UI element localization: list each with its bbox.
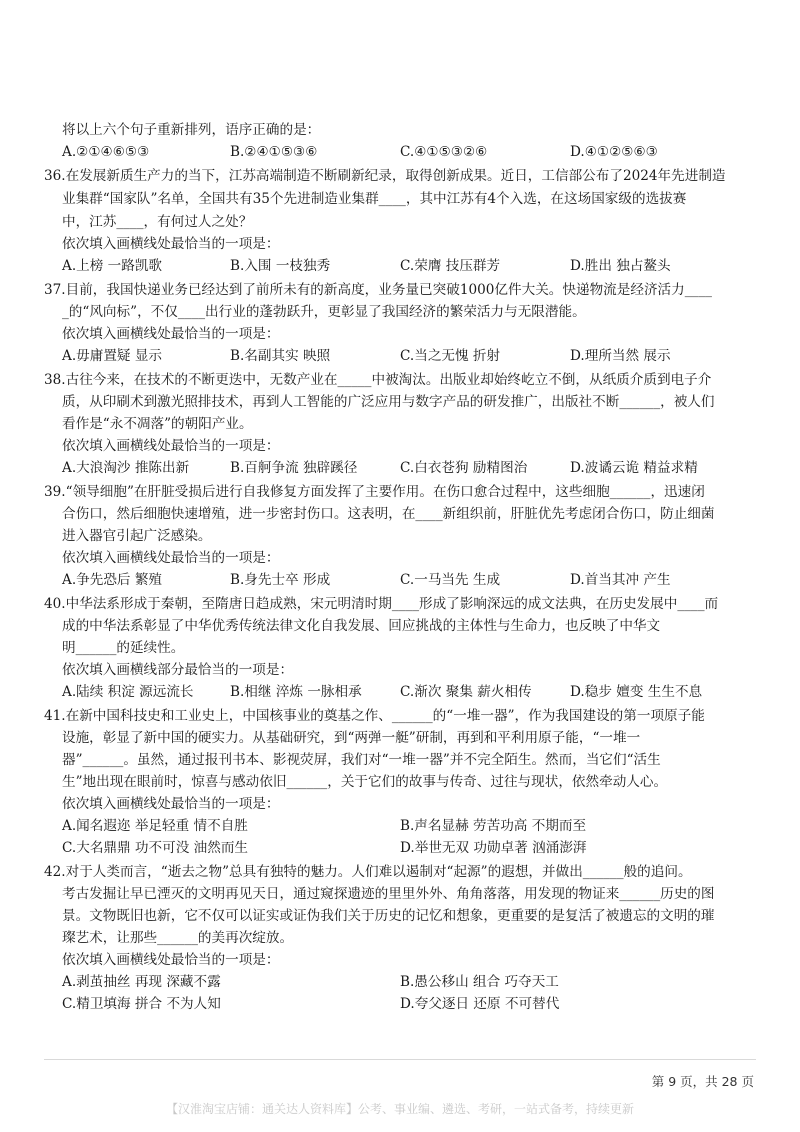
q42-line-3: 景。文物既旧也新，它不仅可以证实或证伪我们关于历史的记忆和想象，更重要的是复活了被遗忘的文明的璀 bbox=[62, 908, 715, 924]
q39-option-d: D.首当其冲 产生 bbox=[570, 572, 671, 588]
q42-line-2: 考古发掘让早已湮灭的文明再见天日，通过窥探遗迹的里里外外、角角落落，用发现的物证来______历史的图 bbox=[62, 886, 715, 902]
q37-option-a: A.毋庸置疑 显示 bbox=[62, 348, 163, 364]
q42-option-b: B.愚公移山 组合 巧夺天工 bbox=[400, 974, 559, 990]
footer-watermark: 【汉淮淘宝店铺：通关达人资料库】公考、事业编、遴选、考研，一站式备考，持续更新 bbox=[165, 1102, 634, 1116]
q38-option-b: B.百舸争流 独辟蹊径 bbox=[230, 460, 358, 476]
q38-prompt: 依次填入画横线处最恰当的一项是： bbox=[62, 438, 280, 454]
q36-prompt: 依次填入画横线处最恰当的一项是： bbox=[62, 236, 280, 252]
q40-option-a: A.陆续 积淀 源远流长 bbox=[62, 684, 194, 700]
q42-option-d: D.夸父逐日 还原 不可替代 bbox=[400, 996, 560, 1012]
q39-option-a: A.争先恐后 繁殖 bbox=[62, 572, 163, 588]
q40-line-3: 明______的延续性。 bbox=[62, 640, 185, 656]
q42-line-1: 42.对于人类而言，“逝去之物”总具有独特的魅力。人们难以遏制对“起源”的遐想，并做出______般的追问。 bbox=[44, 864, 692, 880]
q38-option-a: A.大浪淘沙 推陈出新 bbox=[62, 460, 190, 476]
intro-option-d: D.④①②⑤⑥③ bbox=[570, 144, 658, 160]
q37-line-2: _的“风向标”，不仅____出行业的蓬勃跃升，更彰显了我国经济的繁荣活力与无限潜能。 bbox=[62, 304, 586, 320]
q42-prompt: 依次填入画横线处最恰当的一项是： bbox=[62, 952, 280, 968]
q39-prompt: 依次填入画横线处最恰当的一项是： bbox=[62, 550, 280, 566]
q36-option-b: B.入围 一枝独秀 bbox=[230, 258, 331, 274]
q40-prompt: 依次填入画横线部分最恰当的一项是： bbox=[62, 662, 294, 678]
q39-option-b: B.身先士卒 形成 bbox=[230, 572, 331, 588]
q36-option-a: A.上榜 一路凯歌 bbox=[62, 258, 163, 274]
q42-option-a: A.剥茧抽丝 再现 深藏不露 bbox=[62, 974, 221, 990]
intro-option-b: B.②④①⑤③⑥ bbox=[230, 144, 318, 160]
q36-line-2: 业集群“国家队”名单，全国共有35个先进制造业集群____，其中江苏有4个入选，在这场国家级的选拔赛 bbox=[62, 191, 687, 207]
q41-line-2: 设施，彰显了新中国的硬实力。从基础研究，到“两弹一艇”研制，再到和平利用原子能，“一堆一 bbox=[62, 730, 641, 746]
q40-line-1: 40.中华法系形成于秦朝，至隋唐日趋成熟，宋元明清时期____形成了影响深远的成文法典，在历史发展中____而 bbox=[44, 596, 719, 612]
q38-line-1: 38.古往今来，在技术的不断更迭中，无数产业在_____中被淘汰。出版业却始终屹立不倒，从纸质介质到电子介 bbox=[44, 372, 712, 388]
q40-option-c: C.渐次 聚集 薪火相传 bbox=[400, 684, 532, 700]
q41-line-1: 41.在新中国科技史和工业史上，中国核事业的奠基之作、______的“一堆一器”，作为我国建设的第一项原子能 bbox=[44, 708, 705, 724]
q37-option-d: D.理所当然 展示 bbox=[570, 348, 671, 364]
q39-line-1: 39.“领导细胞”在肝脏受损后进行自我修复方面发挥了主要作用。在伤口愈合过程中，这些细胞______，迅速闭 bbox=[44, 484, 705, 500]
q39-line-3: 进入器官引起广泛感染。 bbox=[62, 528, 212, 544]
q36-option-d: D.胜出 独占鳌头 bbox=[570, 258, 671, 274]
q36-option-c: C.荣膺 技压群芳 bbox=[400, 258, 501, 274]
q39-line-2: 合伤口，然后细胞快速增殖，进一步密封伤口。这表明，在____新组织前，肝脏优先考虑闭合伤口，防止细菌 bbox=[62, 506, 715, 522]
q41-prompt: 依次填入画横线处最恰当的一项是： bbox=[62, 796, 280, 812]
q41-option-c: C.大名鼎鼎 功不可没 油然而生 bbox=[62, 840, 249, 856]
q36-line-1: 36.在发展新质生产力的当下，江苏高端制造不断刷新纪录，取得创新成果。近日，工信部公布了2024年先进制造 bbox=[44, 168, 726, 184]
q41-option-d: D.举世无双 功勋卓著 汹涌澎湃 bbox=[400, 840, 587, 856]
q39-option-c: C.一马当先 生成 bbox=[400, 572, 501, 588]
page-number: 第 9 页，共 28 页 bbox=[651, 1074, 754, 1089]
q38-line-2: 质，从印刷术到激光照排技术，再到人工智能的广泛应用与数字产品的研发推广，出版社不断______，被人们 bbox=[62, 394, 715, 410]
intro-option-c: C.④①⑤③②⑥ bbox=[400, 144, 488, 160]
footer-divider bbox=[44, 1059, 756, 1060]
q38-option-d: D.波谲云诡 精益求精 bbox=[570, 460, 698, 476]
q40-line-2: 成的中华法系彰显了中华优秀传统法律文化自我发展、回应挑战的主体性与生命力，也反映了中华文 bbox=[62, 618, 661, 634]
q41-option-b: B.声名显赫 劳苦功高 不期而至 bbox=[400, 818, 587, 834]
q42-line-4: 璨艺术，让那些______的美再次绽放。 bbox=[62, 930, 294, 946]
q37-option-b: B.名副其实 映照 bbox=[230, 348, 331, 364]
q36-line-3: 中，江苏____，有何过人之处？ bbox=[62, 214, 253, 230]
q41-line-3: 器”______。虽然，通过报刊书本、影视荧屏，我们对“一堆一器”并不完全陌生。然而，当它们“活生 bbox=[62, 752, 661, 768]
q40-option-b: B.相继 淬炼 一脉相承 bbox=[230, 684, 362, 700]
q38-option-c: C.白衣苍狗 励精图治 bbox=[400, 460, 528, 476]
q42-option-c: C.精卫填海 拼合 不为人知 bbox=[62, 996, 221, 1012]
q40-option-d: D.稳步 嬗变 生生不息 bbox=[570, 684, 703, 700]
q41-line-4: 生”地出现在眼前时，惊喜与感动依旧______，关于它们的故事与传奇、过往与现状，依然牵动人心。 bbox=[62, 774, 668, 790]
q37-option-c: C.当之无愧 折射 bbox=[400, 348, 501, 364]
q38-line-3: 看作是“永不凋落”的朝阳产业。 bbox=[62, 416, 253, 432]
intro-prompt: 将以上六个句子重新排列，语序正确的是： bbox=[62, 122, 321, 138]
q37-prompt: 依次填入画横线处最恰当的一项是： bbox=[62, 326, 280, 342]
q41-option-a: A.闻名遐迩 举足轻重 情不自胜 bbox=[62, 818, 248, 834]
q37-line-1: 37.目前，我国快递业务已经达到了前所未有的新高度，业务量已突破1000亿件大关。快递物流是经济活力____ bbox=[44, 282, 712, 298]
intro-option-a: A.②①④⑥⑤③ bbox=[62, 144, 150, 160]
